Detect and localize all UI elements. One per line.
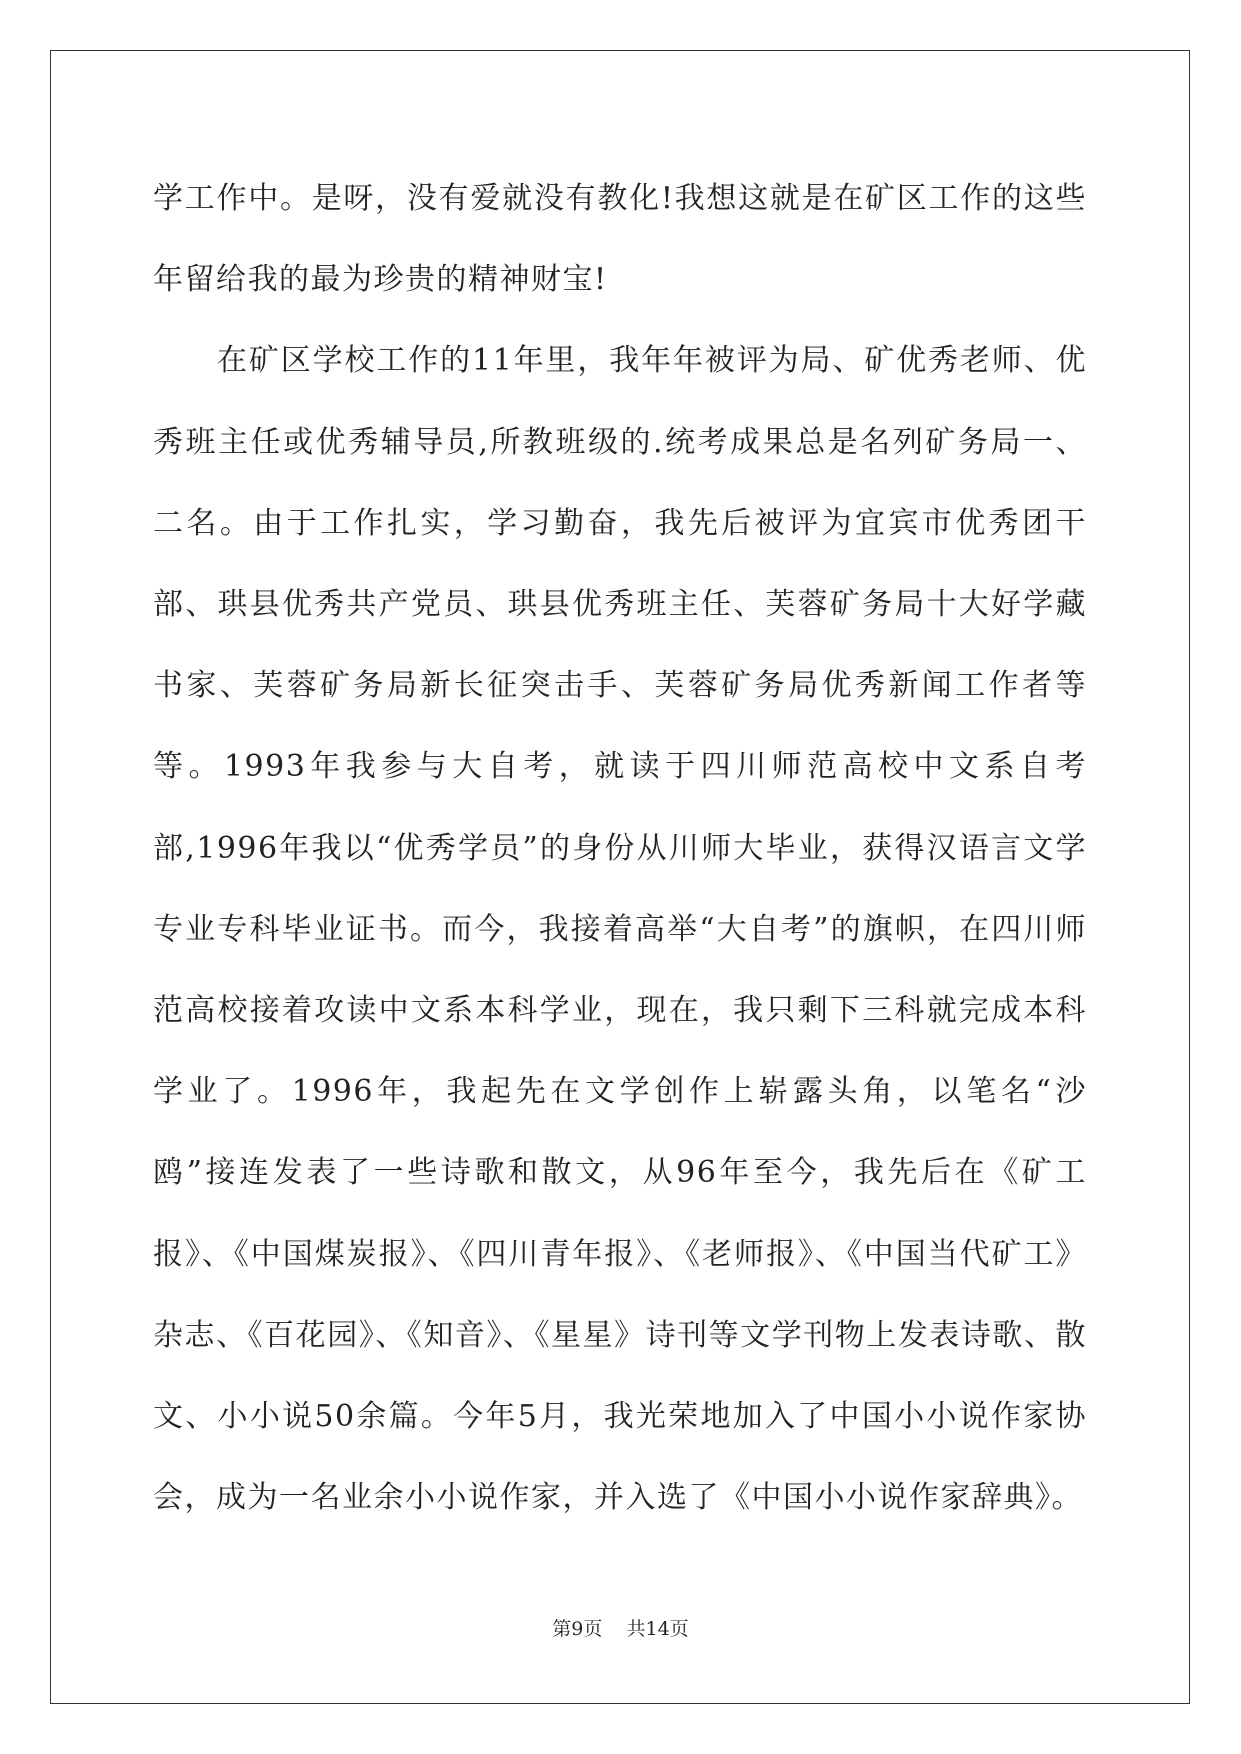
document-body <box>153 158 1087 1538</box>
paragraph-continuation: 学工作中。是呀，没有爱就没有教化!我想这就是在矿区工作的这些年留给我的最为珍贵的精神财宝! <box>153 181 1087 298</box>
paragraph-achievements: 在矿区学校工作的11年里，我年年被评为局、矿优秀老师、优秀班主任或优秀辅导员,所教班级的.统考成果总是名列矿务局一、二名。由于工作扎实，学习勤奋，我先后被评为宜宾市优秀团干部、珙县优秀共产党员、珙县优秀班主任、芙蓉矿务局十大好学藏书家、芙蓉矿务局新长征突击手、芙蓉矿务局优秀新闻工作者等等。1993年我参与大自考，就读于四川师范高校中文系自考部,1996年我以“优秀学员”的身份从川师大毕业，获得汉语言文学专业专科毕业证书。而今，我接着高举“大自考”的旗帜，在四川师范高校接着攻读中文系本科学业，现在，我只剩下三科就完成本科学业了。1996年，我起先在文学创作上崭露头角，以笔名“沙鸥”接连发表了一些诗歌和散文，从96年至今，我先后在《矿工报》、《中国煤炭报》、《四川青年报》、《老师报》、《中国当代矿工》杂志、《百花园》、《知音》、《星星》诗刊等文学刊物上发表诗歌、散文、小小说50余篇。今年5月，我光荣地加入了中国小小说作家协会，成为一名业余小小说作家，并入选了《中国小小说作家辞典》。 <box>153 343 1087 1516</box>
page-number-footer: 第9页 共14页 <box>552 1618 689 1640</box>
